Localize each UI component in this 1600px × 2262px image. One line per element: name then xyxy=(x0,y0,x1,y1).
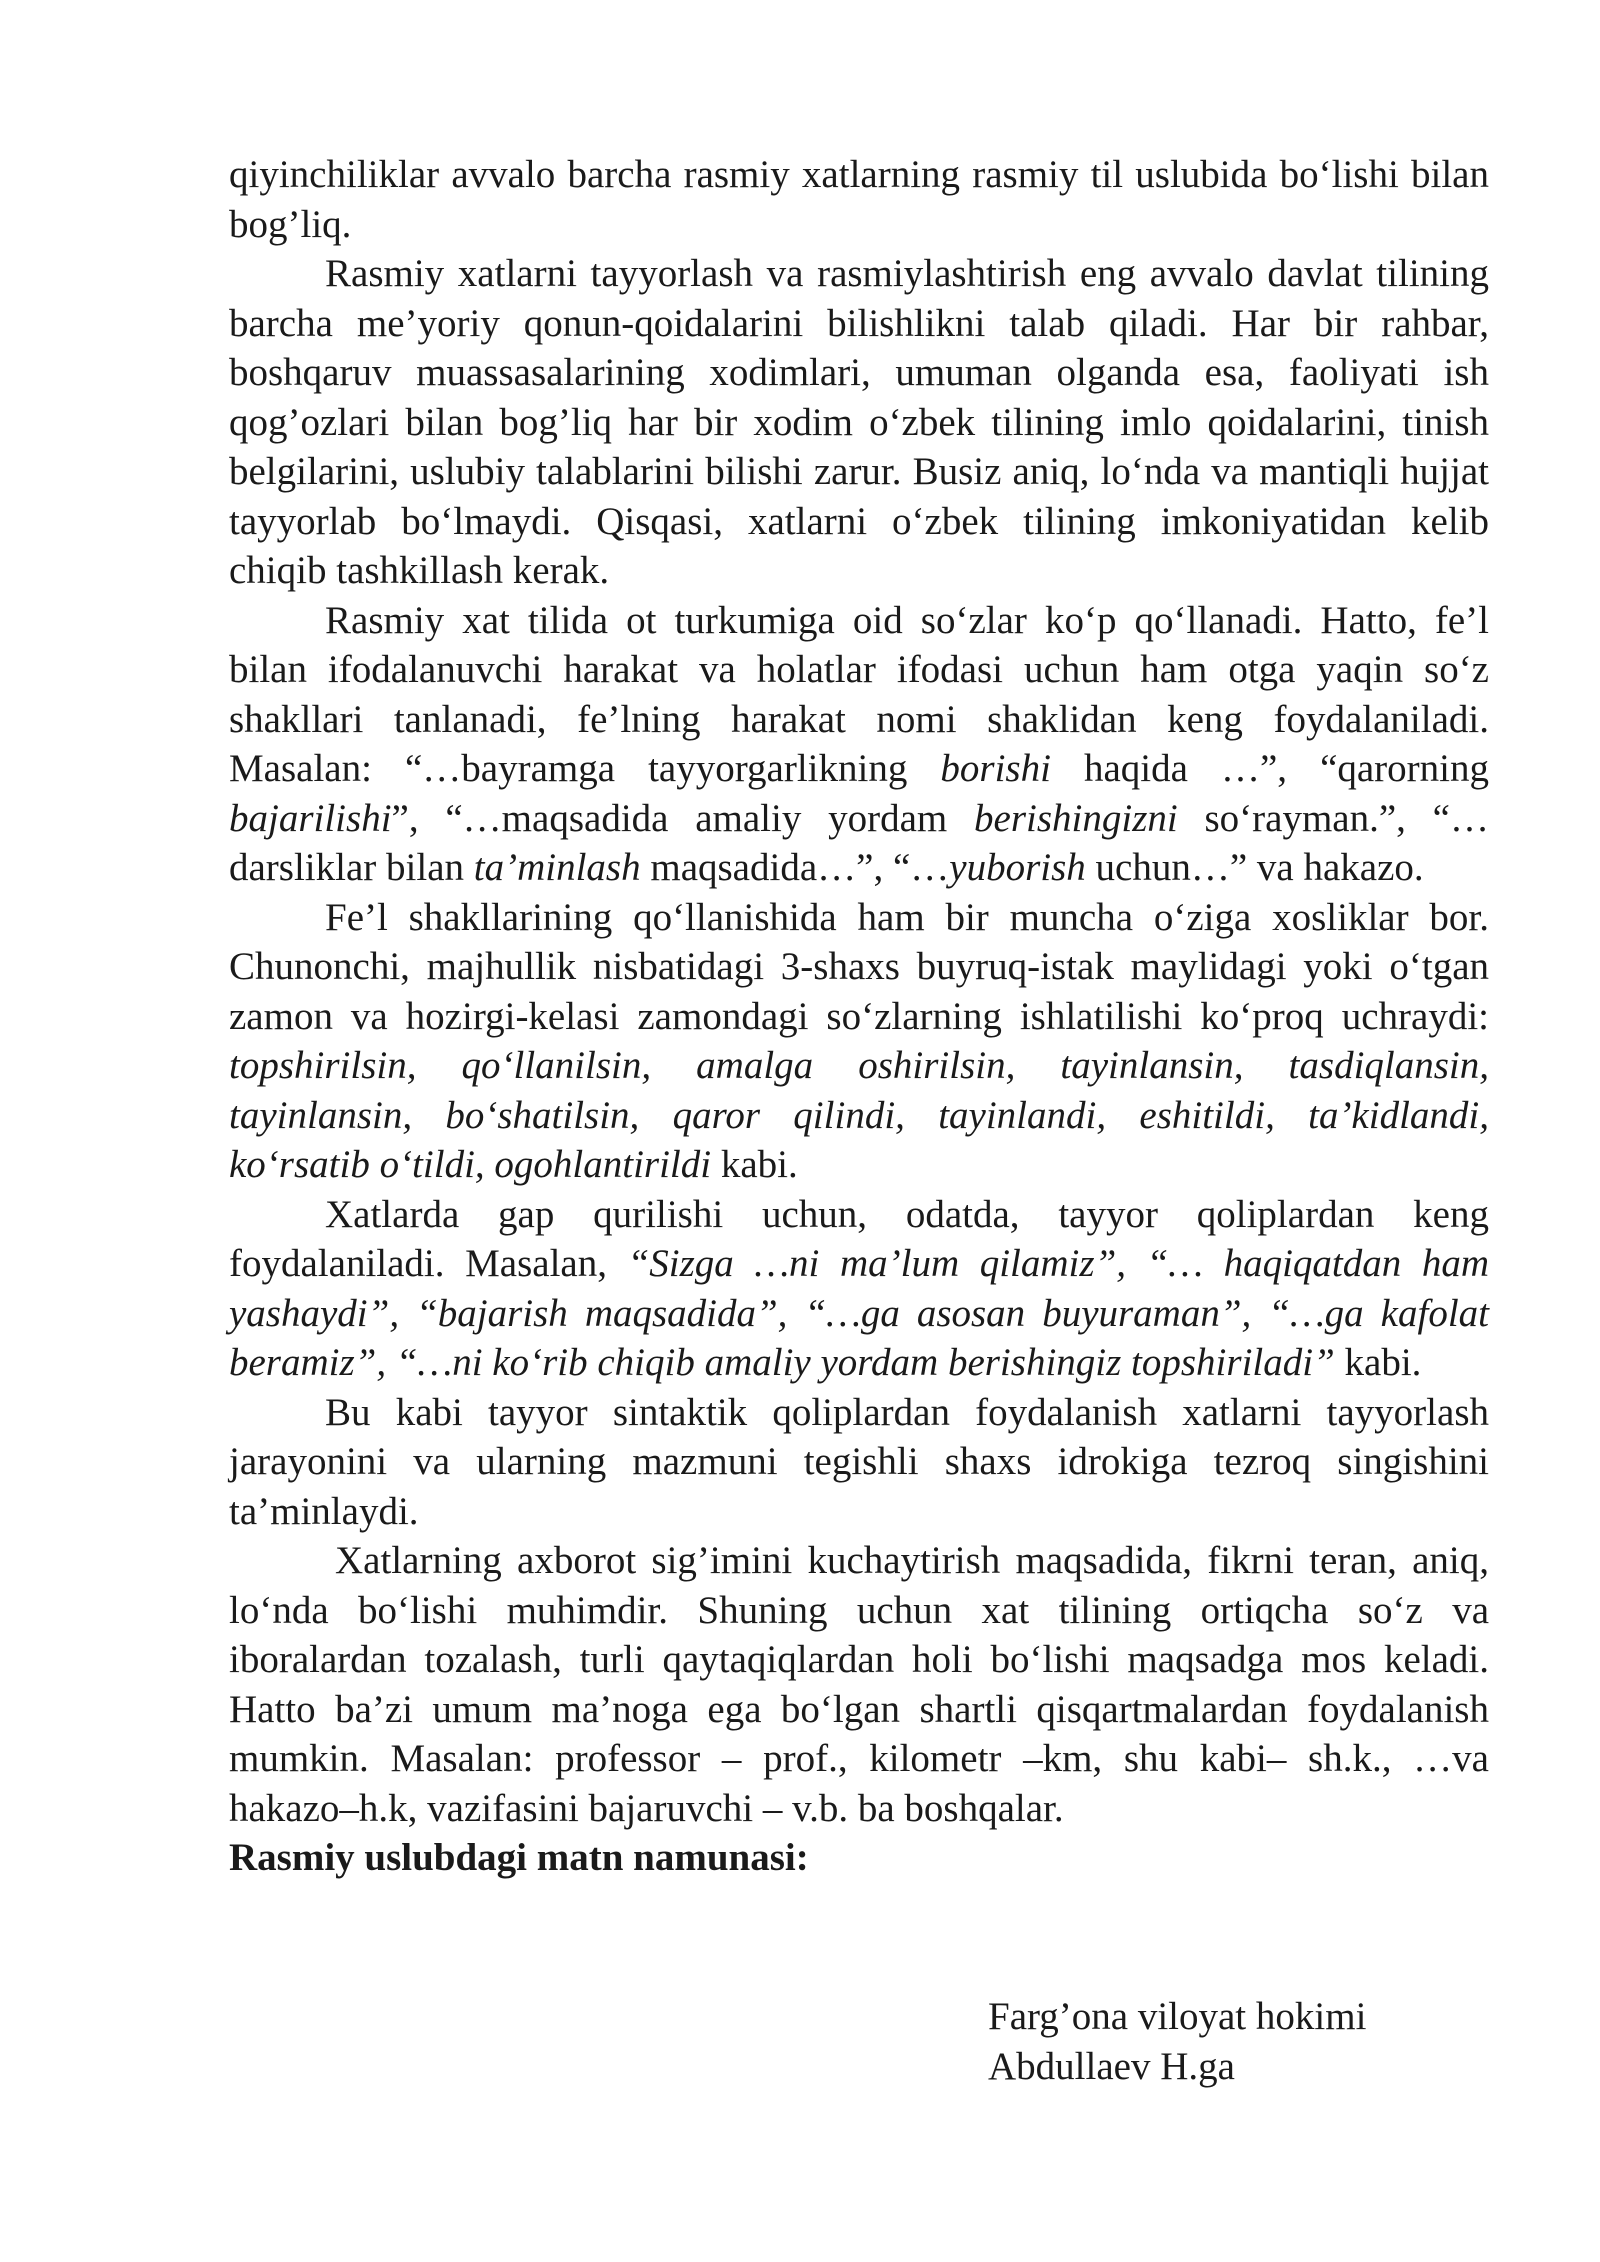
addressee-line: Abdullaev H.ga xyxy=(988,2045,1235,2088)
paragraph-sintaktik-qoliplar: Bu kabi tayyor sintaktik qoliplardan foydalanish xatlarni tayyorlash jarayonini va ularning mazmuni tegishli shaxs idrokiga tezroq singishini ta’minlaydi. xyxy=(229,1390,1489,1533)
italic-example-list: “Sizga …ni ma’lum qilamiz”, “… haqiqatdan ham yashaydi”, “bajarish maqsadida”, “…ga asosan buyuraman”, “…ga kafolat beramiz”, “…ni ko‘rib chiqib amaliy yordam berishingiz topshiriladi” xyxy=(229,1242,1489,1384)
italic-example: bajarilishi xyxy=(229,796,392,840)
text-segment: maqsadida…”, “… xyxy=(640,846,950,889)
italic-example: berishingizni xyxy=(974,796,1178,840)
section-heading: Rasmiy uslubdagi matn namunasi: xyxy=(229,1836,809,1879)
text-segment: kabi. xyxy=(711,1143,798,1186)
paragraph-fel-shakllari xyxy=(229,893,1489,1190)
text-segment: haqida …”, “qarorning xyxy=(1050,747,1489,790)
document-body xyxy=(229,150,1489,1883)
paragraph-rasmiy-xatlarni: Rasmiy xatlarni tayyorlash va rasmiylashtirish eng avvalo davlat tilining barcha me’yoriy qonun-qoidalarini bilishlikni talab qiladi. Har bir rahbar, boshqaruv muassasalarining xodimlari, umuman olganda esa, faoliyati ish qog’ozlari bilan bog’liq har bir xodim o‘zbek tilining imlo qoidalarini, tinish belgilarini, uslubiy talablarini bilishi zarur. Busiz aniq, lo‘nda va mantiqli hujjat tayyorlab bo‘lmaydi. Qisqasi, xatlarni o‘zbek tilining imkoniyatidan kelib chiqib tashkillash kerak. xyxy=(229,252,1489,592)
paragraph-axborot-sigimi: Xatlarning axborot sig’imini kuchaytirish maqsadida, fikrni teran, aniq, lo‘nda bo‘lishi muhimdir. Shuning uchun xat tilining ortiqcha so‘z va iboralardan tozalash, turli qaytaqiqlardan holi bo‘lishi maqsadga mos keladi. Hatto ba’zi umum ma’noga ega bo‘lgan shartli qisqartmalardan foydalanish mumkin. Masalan: professor – prof., kilometr –km, shu kabi– sh.k., …va hakazo–h.k, vazifasini bajaruvchi – v.b. ba boshqalar. xyxy=(229,1539,1489,1830)
text-segment: Fe’l shakllarining qo‘llanishida ham bir muncha o‘ziga xosliklar bor. Chunonchi, majhullik nisbatidagi 3-shaxs buyruq-istak maylidagi yoki o‘tgan zamon va hozirgi-kelasi zamondagi so‘zlarning ishlatilishi ko‘proq uchraydi: xyxy=(229,895,1489,1038)
addressee-line: Farg’ona viloyat hokimi xyxy=(988,1995,1367,2038)
paragraph-intro: qiyinchiliklar avvalo barcha rasmiy xatlarning rasmiy til uslubida bo‘lishi bilan bog’liq. xyxy=(229,153,1489,246)
text-segment: kabi. xyxy=(1334,1341,1422,1384)
text-segment: so‘rayman.”, “…darsliklar bilan xyxy=(229,796,1489,889)
text-segment: ”, “…maqsadida amaliy yordam xyxy=(391,796,975,840)
italic-example-list: topshirilsin, qo‘llanilsin, amalga oshirilsin, tayinlansin, tasdiqlansin, tayinlansin, bo‘shatilsin, qaror qilindi, tayinlandi, eshitildi, ta’kidlandi, ko‘rsatib o‘tildi, ogohlantirildi xyxy=(229,1044,1489,1186)
italic-example: yuborish xyxy=(949,846,1086,889)
addressee-block xyxy=(988,1992,1366,2092)
italic-example: ta’minlash xyxy=(473,846,641,889)
paragraph-ot-turkumi xyxy=(229,596,1489,893)
italic-example: borishi xyxy=(940,747,1051,790)
text-segment: Xatlarda gap qurilishi uchun, odatda, tayyor qoliplardan keng foydalaniladi. Masalan, xyxy=(229,1192,1489,1285)
text-segment: Rasmiy xat tilida ot turkumiga oid so‘zlar ko‘p qo‘llanadi. Hatto, fe’l bilan ifodalanuvchi harakat va holatlar ifodasi uchun ham otga yaqin so‘z shakllari tanlanadi, fe’lning harakat nomi shaklidan keng foydalaniladi. Masalan: “…bayramga tayyorgarlikning xyxy=(229,598,1489,790)
paragraph-gap-qurilishi xyxy=(229,1190,1489,1388)
text-segment: uchun…” va hakazo. xyxy=(1085,846,1424,889)
